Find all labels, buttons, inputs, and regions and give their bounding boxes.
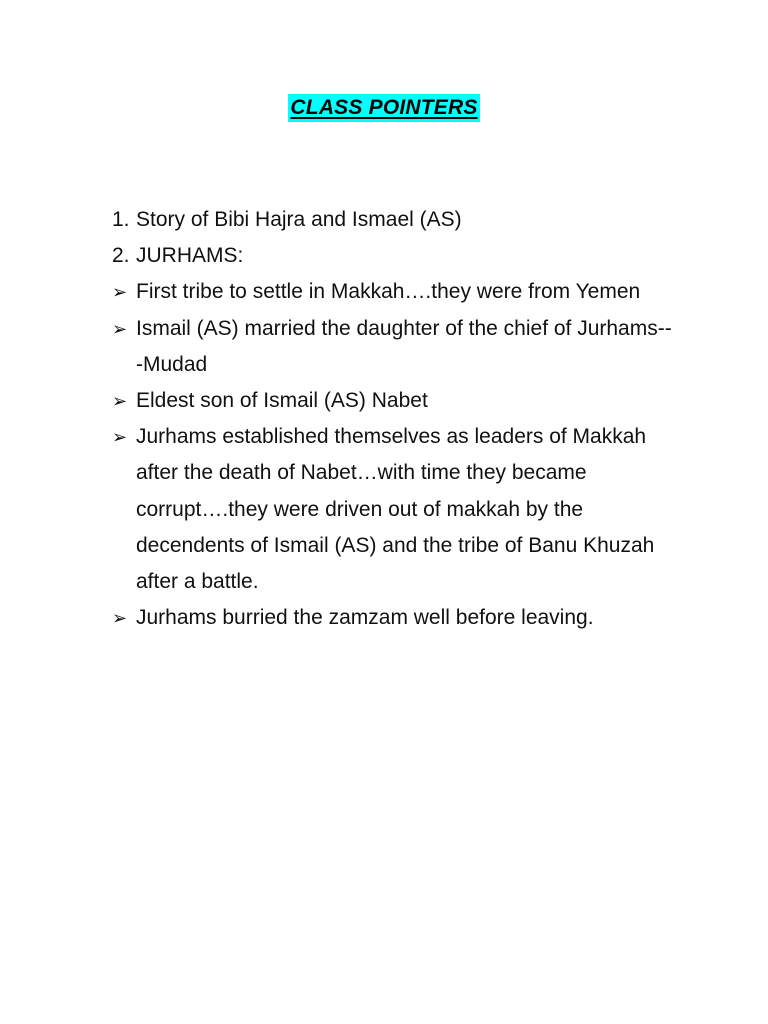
list-item (112, 311, 672, 383)
list-item (112, 419, 672, 600)
list-item (112, 238, 672, 274)
list-item-text: Jurhams burried the zamzam well before leaving. (136, 606, 594, 630)
list-number: 1. (112, 208, 130, 231)
pointer-list (112, 202, 672, 636)
list-item (112, 274, 672, 310)
arrow-bullet-icon: ➢ (112, 391, 128, 413)
arrow-bullet-icon: ➢ (112, 427, 128, 449)
list-item (112, 600, 672, 636)
list-item-text: Eldest son of Ismail (AS) Nabet (136, 389, 428, 413)
page-title: CLASS POINTERS (288, 94, 479, 122)
list-item-text: Story of Bibi Hajra and Ismael (AS) (136, 208, 462, 231)
arrow-bullet-icon: ➢ (112, 282, 128, 304)
list-item-text: JURHAMS: (136, 244, 244, 268)
arrow-bullet-icon: ➢ (112, 318, 128, 340)
list-item (112, 202, 672, 238)
arrow-bullet-icon: ➢ (112, 608, 128, 630)
list-item-text: Jurhams established themselves as leaders of Makkah after the death of Nabet…with time they became corrupt….they were driven out of makkah by the decendents of Ismail (AS) and the tribe of Banu Khuzah after a battle. (136, 425, 655, 594)
list-item-text: Ismail (AS) married the daughter of the chief of Jurhams---Mudad (136, 316, 672, 376)
list-item-text: First tribe to settle in Makkah….they were from Yemen (136, 280, 641, 304)
list-item (112, 383, 672, 419)
list-number: 2. (112, 244, 130, 268)
title-container (0, 94, 768, 122)
